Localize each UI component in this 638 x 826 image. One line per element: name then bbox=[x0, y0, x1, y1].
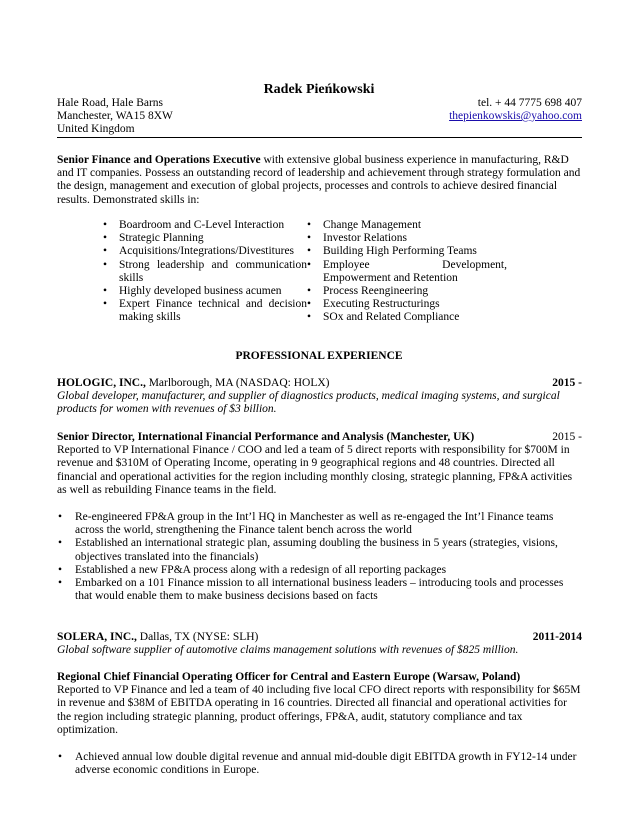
address-line-3: United Kingdom bbox=[57, 123, 135, 135]
role-description: Reported to VP Finance and led a team of 40 including five local CFO direct reports with responsibility for $65M in revenue and $38M of EBITDA operating in 16 countries. Directed all financial and operational activities for the region including strategic planning, product offerings, FP&A, audit, statutory compliance and tax optimization. bbox=[57, 684, 581, 736]
contact-header bbox=[57, 97, 582, 136]
address-line-1: Hale Road, Hale Barns bbox=[57, 97, 164, 109]
skills-column-left bbox=[103, 219, 307, 325]
phone-number: tel. + 44 7775 698 407 bbox=[477, 97, 582, 109]
company-name: SOLERA, INC., bbox=[57, 631, 137, 643]
achievement-item: • Established an international strategic plan, assuming doubling the business in 5 years (strategies, visions, objectives translated into the financials) bbox=[57, 537, 582, 563]
candidate-name: Radek Pieńkowski bbox=[263, 82, 375, 97]
email-link[interactable]: thepienkowskis@yahoo.com bbox=[449, 110, 582, 122]
skill-item: • Executing Restructurings bbox=[307, 298, 507, 311]
role-entry-solera bbox=[57, 671, 582, 737]
summary-lead: Senior Finance and Operations Executive bbox=[57, 154, 261, 166]
achievement-item: • Achieved annual low double digital revenue and annual mid-double digit EBITDA growth in FY12-14 under adverse economic conditions in Europe. bbox=[57, 751, 582, 777]
company-location: Dallas, TX (NYSE: SLH) bbox=[136, 631, 259, 643]
skill-item: • Change Management bbox=[307, 219, 507, 232]
header-divider bbox=[57, 137, 582, 138]
company-dates: 2015 - bbox=[552, 377, 582, 389]
role-entry-hologic bbox=[57, 431, 582, 497]
skill-item: • Process Reengineering bbox=[307, 285, 507, 298]
skill-item: • Investor Relations bbox=[307, 232, 507, 245]
role-title: Senior Director, International Financial Performance and Analysis (Manchester, UK) bbox=[57, 431, 475, 443]
skill-item: • Strategic Planning bbox=[103, 232, 307, 245]
skill-item: • Boardroom and C-Level Interaction bbox=[103, 219, 307, 232]
achievement-item: • Re-engineered FP&A group in the Int’l HQ in Manchester as well as re-engaged the Int’l Finance teams across the world, strengthening the Finance talent bench across the world bbox=[57, 511, 582, 537]
job-entry-solera bbox=[57, 631, 582, 657]
skill-item: • SOx and Related Compliance bbox=[307, 311, 507, 324]
company-dates: 2011-2014 bbox=[532, 631, 582, 643]
role-description: Reported to VP International Finance / COO and led a team of 5 direct reports with responsibility for $700M in revenue and $310M of Operating Income, operating in 9 geographical regions and 48 countries. Directed all financial and operational activities for the region including monthly closing, strategic planning, FP&A activities as well as rebuilding Finance teams in the field. bbox=[57, 444, 573, 496]
achievements-hologic bbox=[57, 511, 582, 603]
company-line bbox=[57, 377, 582, 390]
company-location: Marlborough, MA (NASDAQ: HOLX) bbox=[145, 377, 330, 389]
section-title-experience: PROFESSIONAL EXPERIENCE bbox=[235, 350, 403, 362]
role-line bbox=[57, 431, 582, 444]
address-line-2: Manchester, WA15 8XW bbox=[57, 110, 173, 122]
job-entry-hologic bbox=[57, 377, 582, 417]
skill-item: • Strong leadership and communication skills bbox=[103, 259, 307, 285]
company-description: Global software supplier of automotive claims management solutions with revenues of $825 million. bbox=[57, 644, 519, 657]
summary-text: with extensive global business experience in manufacturing, R&D and IT companies. Possess an outstanding record of leadership and achievement through strategy formulation and the design, management and execution of global projects, processes and controls to achieve desired financial results. Demonstrated skills in: bbox=[57, 154, 581, 206]
summary-paragraph bbox=[57, 154, 582, 207]
achievements-solera bbox=[57, 751, 582, 777]
skills-column-right bbox=[307, 219, 507, 325]
skill-item: • Building High Performing Teams bbox=[307, 245, 507, 258]
skills-list bbox=[103, 219, 533, 325]
achievement-item: • Embarked on a 101 Finance mission to all international business leaders – introducing tools and processes that would enable them to make business decisions based on facts bbox=[57, 577, 582, 603]
role-line bbox=[57, 671, 582, 684]
skill-item: • Employee Development, Empowerment and Retention bbox=[307, 259, 507, 285]
role-title: Regional Chief Financial Operating Officer for Central and Eastern Europe (Warsaw, Poland) bbox=[57, 671, 521, 683]
skill-item: • Acquisitions/Integrations/Divestitures bbox=[103, 245, 307, 258]
skill-item: • Expert Finance technical and decision making skills bbox=[103, 298, 307, 324]
role-dates: 2015 - bbox=[552, 431, 582, 443]
company-line bbox=[57, 631, 582, 644]
company-description: Global developer, manufacturer, and supplier of diagnostics products, medical imaging systems, and surgical products for women with revenues of $3 billion. bbox=[57, 390, 560, 416]
skill-item: • Highly developed business acumen bbox=[103, 285, 307, 298]
achievement-item: • Established a new FP&A process along with a redesign of all reporting packages bbox=[57, 564, 582, 577]
company-name: HOLOGIC, INC., bbox=[57, 377, 146, 389]
